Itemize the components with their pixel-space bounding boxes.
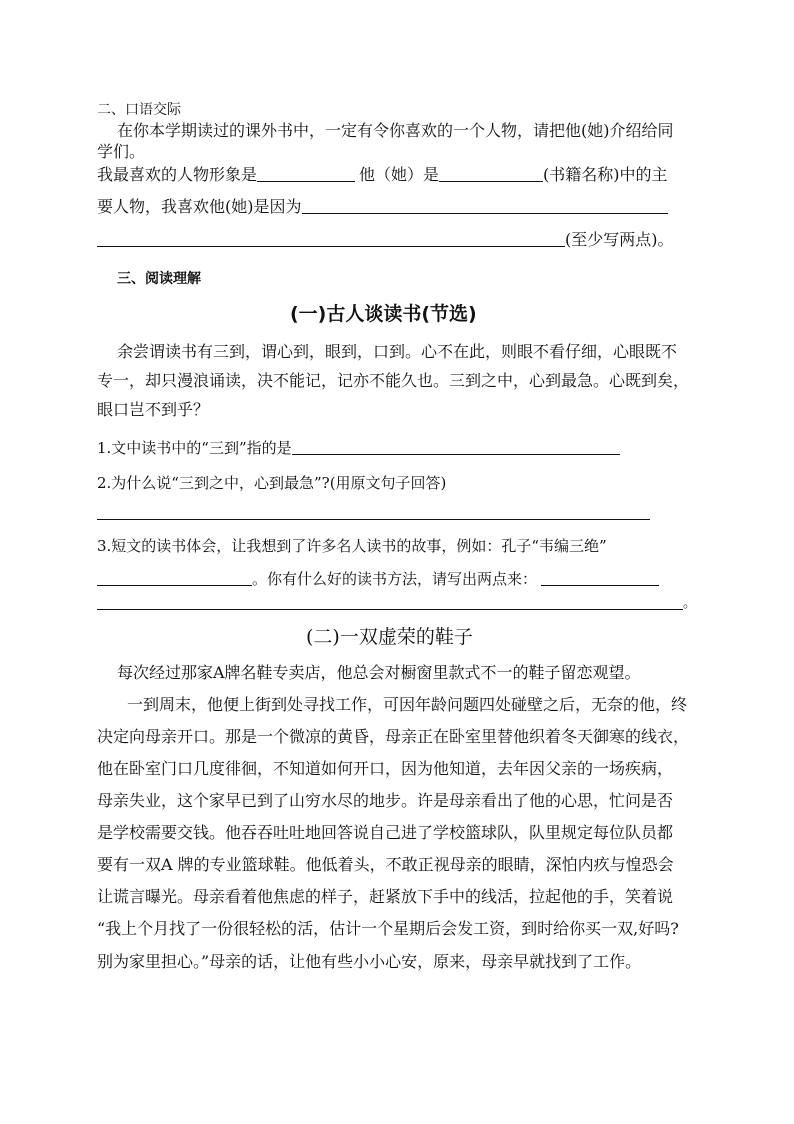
question-2-text: 2.为什么说“三到之中，心到最急”?(用原文句子回答) [97, 474, 447, 492]
passage2-line: 每次经过那家A牌名鞋专卖店，他总会对橱窗里款式不一的鞋子留恋观望。 [117, 663, 641, 682]
fill-label-book: (书籍名称)中的主 [543, 165, 668, 184]
question-3-end-mark: 。 [683, 596, 697, 611]
question-3-method-blank-2[interactable] [97, 609, 683, 610]
fill-label-at-least-two: (至少写两点)。 [565, 230, 674, 249]
section2-prompt-line1: 在你本学期读过的课外书中，一定有令你喜欢的一个人物，请把他(她)介绍给同 [117, 121, 674, 140]
passage2-line: 母亲失业，这个家早已到了山穷水尽的地步。许是母亲看出了他的心思，忙问是否 [97, 791, 674, 810]
passage2-line: 别为家里担心。”母亲的话，让他有些小小心安，原来，母亲早就找到了工作。 [97, 952, 642, 971]
fill-label-he-she: 他（她）是 [359, 165, 440, 184]
favorite-character-sentence [97, 164, 668, 186]
question-3-line2 [97, 568, 659, 590]
question-3-method-text: 。你有什么好的读书方法，请写出两点来： [252, 570, 538, 588]
reason-blank-2[interactable] [97, 230, 565, 247]
question-1-text: 1.文中读书中的“三到”指的是 [97, 439, 292, 457]
question-3-example-blank[interactable] [97, 569, 252, 586]
section3-heading: 三、阅读理解 [117, 271, 201, 287]
question-3-method-blank-1[interactable] [541, 569, 659, 586]
fill-label-character: 我最喜欢的人物形象是 [97, 165, 258, 184]
section2-heading: 二、口语交际 [97, 102, 181, 118]
question-3-line1: 3.短文的读书体会，让我想到了许多名人读书的故事，例如：孔子“韦编三绝” [97, 537, 607, 555]
reason-sentence [97, 196, 668, 218]
fill-label-reason: 要人物，我喜欢他(她)是因为 [97, 197, 302, 216]
question-1 [97, 437, 620, 459]
passage1-line: 眼口岂不到乎？ [97, 400, 210, 419]
passage2-line: 决定向母亲开口。那是一个微凉的黄昏，母亲正在卧室里替他织着冬天御寒的线衣， [97, 727, 690, 746]
passage2-title: (二)一双虚荣的鞋子 [306, 626, 473, 648]
passage2-line: 是学校需要交钱。他吞吞吐吐地回答说自己进了学校篮球队，队里规定每位队员都 [97, 823, 674, 842]
reason-line-2 [97, 229, 674, 251]
passage2-line: 一到周末，他便上街到处寻找工作，可因年龄问题四处碰壁之后，无奈的他，终 [127, 695, 688, 714]
section2-prompt-line2: 学们。 [97, 142, 146, 161]
passage2-line: 要有一双A 牌的专业篮球鞋。他低着头，不敢正视母亲的眼睛，深怕内疚与惶恐会 [97, 855, 674, 874]
question-1-blank[interactable] [292, 438, 620, 455]
passage2-line: 他在卧室门口几度徘徊，不知道如何开口，因为他知道，去年因父亲的一场疾病， [97, 759, 674, 778]
passage1-line: 余尝谓读书有三到，谓心到，眼到，口到。心不在此，则眼不看仔细，心眼既不 [117, 342, 678, 361]
passage2-line: “我上个月找了一份很轻松的活，估计一个星期后会发工资，到时给你买一双,好吗? [97, 919, 679, 938]
reason-blank-1[interactable] [302, 197, 668, 214]
character-blank[interactable] [257, 165, 355, 182]
question-2-answer-line[interactable] [97, 519, 650, 520]
passage2-line: 让谎言曝光。母亲看着他焦虑的样子，赶紧放下手中的线活，拉起他的手，笑着说 [97, 887, 674, 906]
passage1-title: (一)古人谈读书(节选) [290, 303, 477, 325]
book-name-blank[interactable] [439, 165, 543, 182]
passage1-line: 专一，却只漫浪诵读，决不能记，记亦不能久也。三到之中，心到最急。心既到矣， [97, 371, 690, 390]
